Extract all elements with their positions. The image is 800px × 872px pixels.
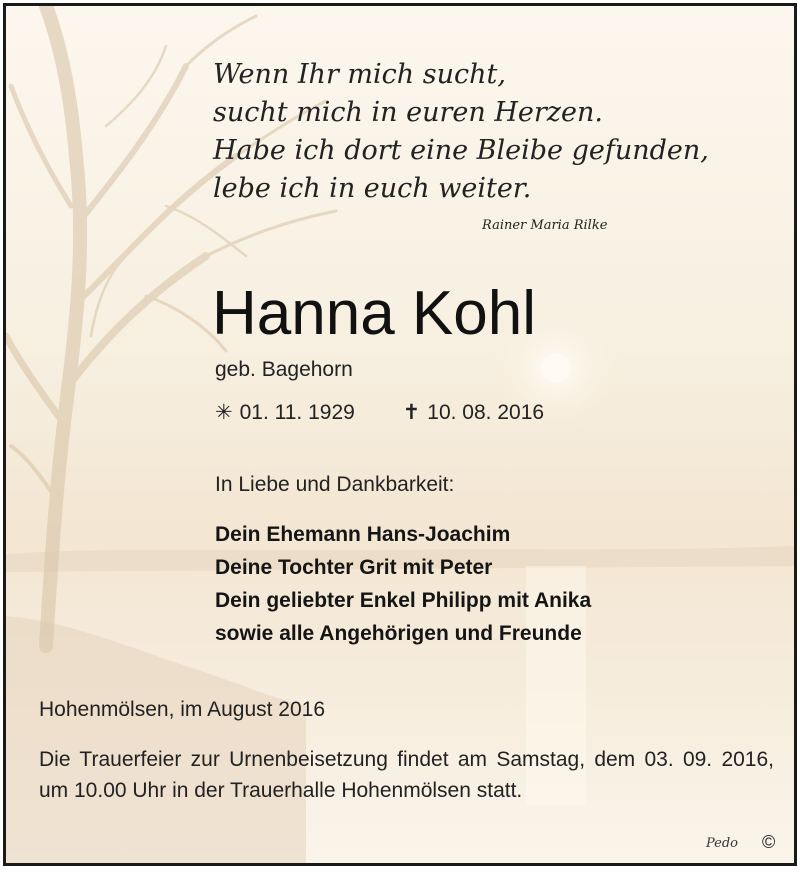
mourner-line: Deine Tochter Grit mit Peter [215,556,493,579]
obituary-notice [3,3,797,866]
birth-star-icon: ✳ [215,401,233,424]
mourner-line: sowie alle Angehörigen und Freunde [215,622,582,645]
ceremony-info: Die Trauerfeier zur Urnenbeisetzung findet am Samstag, dem 03. 09. 2016, um 10.00 Uhr in der Trauerhalle Hohenmölsen statt. [39,748,774,802]
death-cross-icon: ✝ [402,401,421,424]
death-date-group [403,401,544,424]
memorial-poem [213,56,709,208]
poem-author: Rainer Maria Rilke [482,218,608,233]
birth-date: 01. 11. 1929 [239,401,355,424]
mourner-line: Dein Ehemann Hans-Joachim [215,523,511,546]
thanks-line: In Liebe und Dankbarkeit: [215,473,455,496]
poem-line: sucht mich in euren Herzen. [213,97,603,128]
designer-signature: Pedo [706,836,739,851]
copyright-icon: © [762,832,776,852]
poem-line: lebe ich in euch weiter. [213,173,532,204]
poem-line: Wenn Ihr mich sucht, [213,59,506,90]
birth-name: geb. Bagehorn [215,358,353,381]
mourners-list [215,518,591,650]
life-dates [215,400,544,425]
place-and-date: Hohenmölsen, im August 2016 [39,698,326,721]
death-date: 10. 08. 2016 [427,401,545,424]
deceased-name: Hanna Kohl [212,279,537,348]
poem-line: Habe ich dort eine Bleibe gefunden, [213,135,709,166]
mourner-line: Dein geliebter Enkel Philipp mit Anika [215,589,592,612]
